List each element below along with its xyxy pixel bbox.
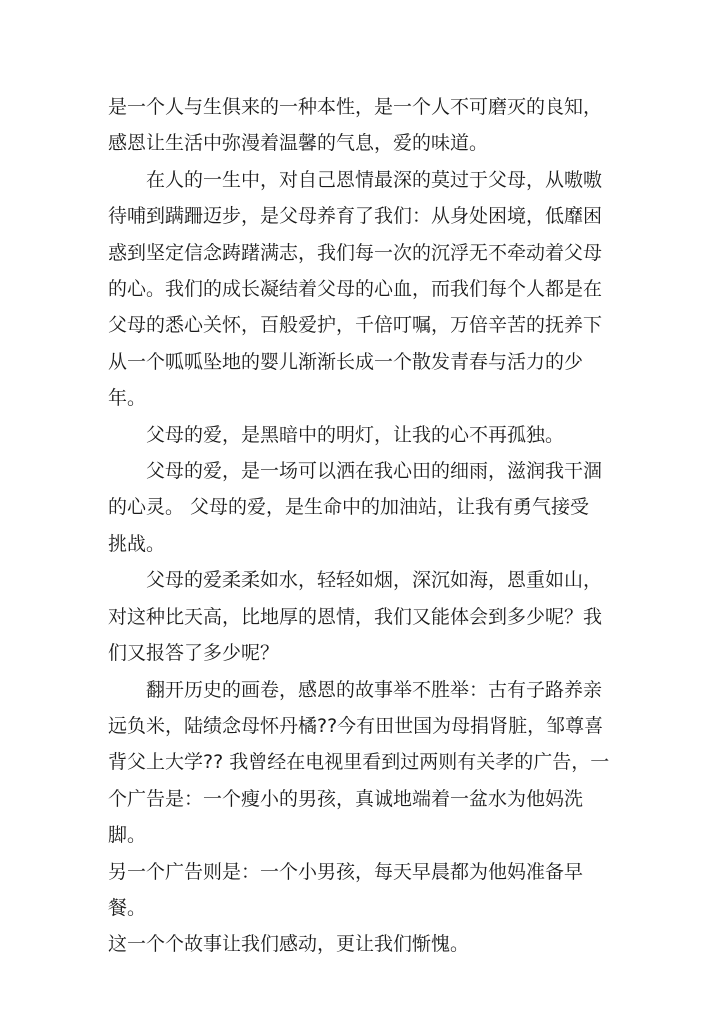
text-line: 从一个呱呱坠地的婴儿渐渐长成一个散发青春与活力的少	[108, 350, 584, 373]
text-line: 年。	[108, 387, 147, 410]
text-line: 的心。我们的成长凝结着父母的心血，而我们每个人都是在	[108, 278, 603, 301]
text-line: 在人的一生中，对自己恩情最深的莫过于父母，从嗷嗷	[108, 168, 603, 191]
document-body	[108, 89, 618, 963]
text-line: 这一个个故事让我们感动，更让我们惭愧。	[108, 933, 470, 956]
text-line: 另一个广告则是：一个小男孩，每天早晨都为他妈准备早餐。	[108, 860, 584, 919]
text-line: 挑战。	[108, 532, 166, 555]
text-line: 翻开历史的画卷，感恩的故事举不胜举：古有子路养亲	[108, 678, 603, 701]
text-line: 惑到坚定信念踌躇满志，我们每一次的沉浮无不牵动着父母	[108, 241, 603, 264]
text-line: 是一个人与生俱来的一种本性，是一个人不可磨灭的良知，	[108, 96, 603, 118]
text-line: 感恩让生活中弥漫着温馨的气息，爱的味道。	[108, 132, 489, 155]
text-line: 们又报答了多少呢？	[108, 642, 280, 665]
text-line: 父母的爱，是一场可以洒在我心田的细雨，滋润我干涸	[108, 460, 603, 483]
text-line: 远负米，陆绩念母怀丹橘??今有田世国为母捐肾脏，邹尊喜	[108, 714, 604, 737]
text-line: 父母的爱柔柔如水，轻轻如烟，深沉如海，恩重如山，	[108, 569, 603, 592]
text-line: 父母的悉心关怀，百般爱护，千倍叮嘱，万倍辛苦的抚养下	[108, 314, 603, 337]
text-line: 父母的爱，是黑暗中的明灯，让我的心不再孤独。	[108, 423, 565, 446]
text-line: 对这种比天高，比地厚的恩情，我们又能体会到多少呢？我	[108, 605, 603, 628]
text-line: 的心灵。 父母的爱，是生命中的加油站，让我有勇气接受	[108, 496, 590, 519]
text-line: 个广告是：一个瘦小的男孩，真诚地端着一盆水为他妈洗脚。	[108, 787, 584, 847]
text-line: 待哺到蹒跚迈步，是父母养育了我们：从身处困境，低靡困	[108, 205, 603, 228]
text-line: 背父上大学?? 我曾经在电视里看到过两则有关孝的广告，一	[108, 751, 610, 774]
